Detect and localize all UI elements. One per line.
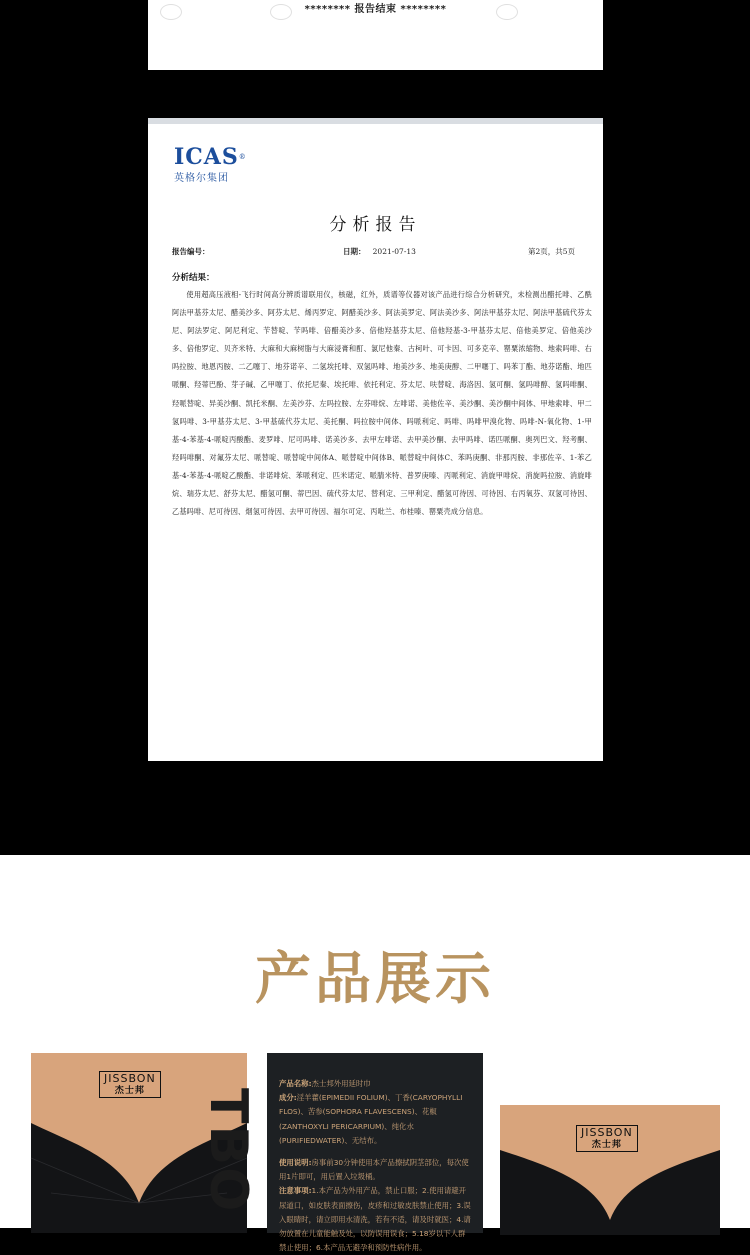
page-info: 第2页，共5页 (528, 247, 576, 256)
report-number: 报告编号： (172, 247, 210, 256)
report-title: 分析报告 (329, 215, 422, 235)
results-heading: 分析结果： (172, 273, 215, 283)
report-end-text: ******** 报告结束 ******** (304, 4, 447, 15)
product-sachet (500, 1105, 720, 1235)
copper-pattern (500, 1105, 720, 1220)
icas-logo: ICAS® 英格尔集团 (174, 144, 247, 184)
results-body: 使用超高压液相-飞行时间高分辨质谱联用仪，核磁，红外，质谱等仪器对该产品进行综合分析研究，未检测出醋托啡、乙酰阿法甲基芬太尼、醋美沙多、阿芬太尼、烯丙罗定、阿醋美沙多、阿法美罗定、阿法美沙多、阿法甲基芬太尼、阿法甲基硫代芬太尼、阿法罗定、阿尼利定、苄替啶、苄吗啡、倍醋美沙多、倍他羟基芬太尼、倍他羟基-3-甲基芬太尼、倍他美罗定、倍他美沙多、倍他罗定、贝齐米特、大麻和大麻树脂与大麻浸膏和酊、氯尼他秦、古柯叶、可卡因、可多克辛、罂粟浓缩物、地索吗啡、右吗拉胺、地恩丙胺、二乙噻丁、地芬诺辛、二氢埃托啡、双氢吗啡、地美沙多、地美庚醇、二甲噻丁、吗苯丁酯、地芬诺酯、地匹哌酮、羟蒂巴酚、芽子碱、乙甲噻丁、依托尼秦、埃托啡、依托利定、芬太尼、呋替啶、海洛因、氢可酮、氢吗啡醇、氢吗啡酮、羟哌替啶、异美沙酮、凯托米酮、左美沙芬、左吗拉胺、左芬啡烷、左啡诺、美他佐辛、美沙酮、美沙酮中间体、甲地索啡、甲二氢吗啡、3-甲基芬太尼、3-甲基硫代芬太尼、美托酮、吗拉胺中间体、吗哌利定、吗啡、吗啡甲溴化物、吗啡-N-氧化物、1-甲基-4-苯基-4-哌啶丙酸酯、麦罗啡、尼可吗啡、诺美沙多、去甲左啡诺、去甲美沙酮、去甲吗啡、诺匹哌酮、奥列巴文、羟考酮、羟吗啡酮、对氟芬太尼、哌替啶、哌替啶中间体A、哌替啶中间体B、哌替啶中间体C、苯吗庚酮、非那丙胺、非那佐辛、1-苯乙基-4-苯基-4-哌啶乙酸酯、非诺啡烷、苯哌利定、匹米诺定、哌腈米特、普罗庚嗪、丙哌利定、消旋甲啡烷、消旋吗拉胺、消旋啡烷、瑞芬太尼、舒芬太尼、醋氢可酮、蒂巴因、硫代芬太尼、替利定、三甲利定、醋氢可待因、可待因、右丙氧芬、双氢可待因、乙基吗啡、尼可待因、烟氢可待因、去甲可待因、福尔可定、丙吡兰、布桂嗪、罂粟壳成分信息。 (172, 290, 592, 517)
box-side-text: TBO (198, 1088, 258, 1214)
section-title: 产品展示 (255, 947, 495, 1012)
logo-text: ICAS (174, 144, 239, 170)
logo-subtitle: 英格尔集团 (174, 173, 229, 184)
report-date: 日期： 2021-07-13 (343, 247, 416, 256)
product-ingredients: 成分:淫羊藿(EPIMEDII FOLIUM)、丁香(CARYOPHYLLI FLOS)、苦参(SOPHORA FLAVESCENS)、花椒(ZANTHOXYLI PERICARPIUM)、纯化水(PURIFIEDWATER)、无结布。 (279, 1093, 463, 1145)
product-box-back (267, 1053, 483, 1253)
product-name: 产品名称:杰士邦外用延时巾 (279, 1079, 371, 1088)
report-page-end (148, 0, 603, 70)
product-notice: 注意事项:1.本产品为外用产品，禁止口服；2.使用请避开尿道口，如皮肤表面擦伤，皮疹和过敏皮肤禁止使用；3.误入眼睛时，请立即用水清洗，若有不适，请及时就医；4.请勿放置在儿童能触及处，以防误用误食；5.18岁以下人群禁止使用；6.本产品无避孕和预防性病作用。 (279, 1186, 471, 1253)
brand-logo: JISSBON 杰士邦 (576, 1125, 638, 1152)
analysis-report-page (148, 118, 603, 761)
brand-logo: JISSBON 杰士邦 (99, 1071, 161, 1098)
product-usage: 使用说明:房事前30分钟使用本产品擦拭阴茎部位，每次使用1片即可，用后置入垃圾桶。 (279, 1158, 469, 1182)
